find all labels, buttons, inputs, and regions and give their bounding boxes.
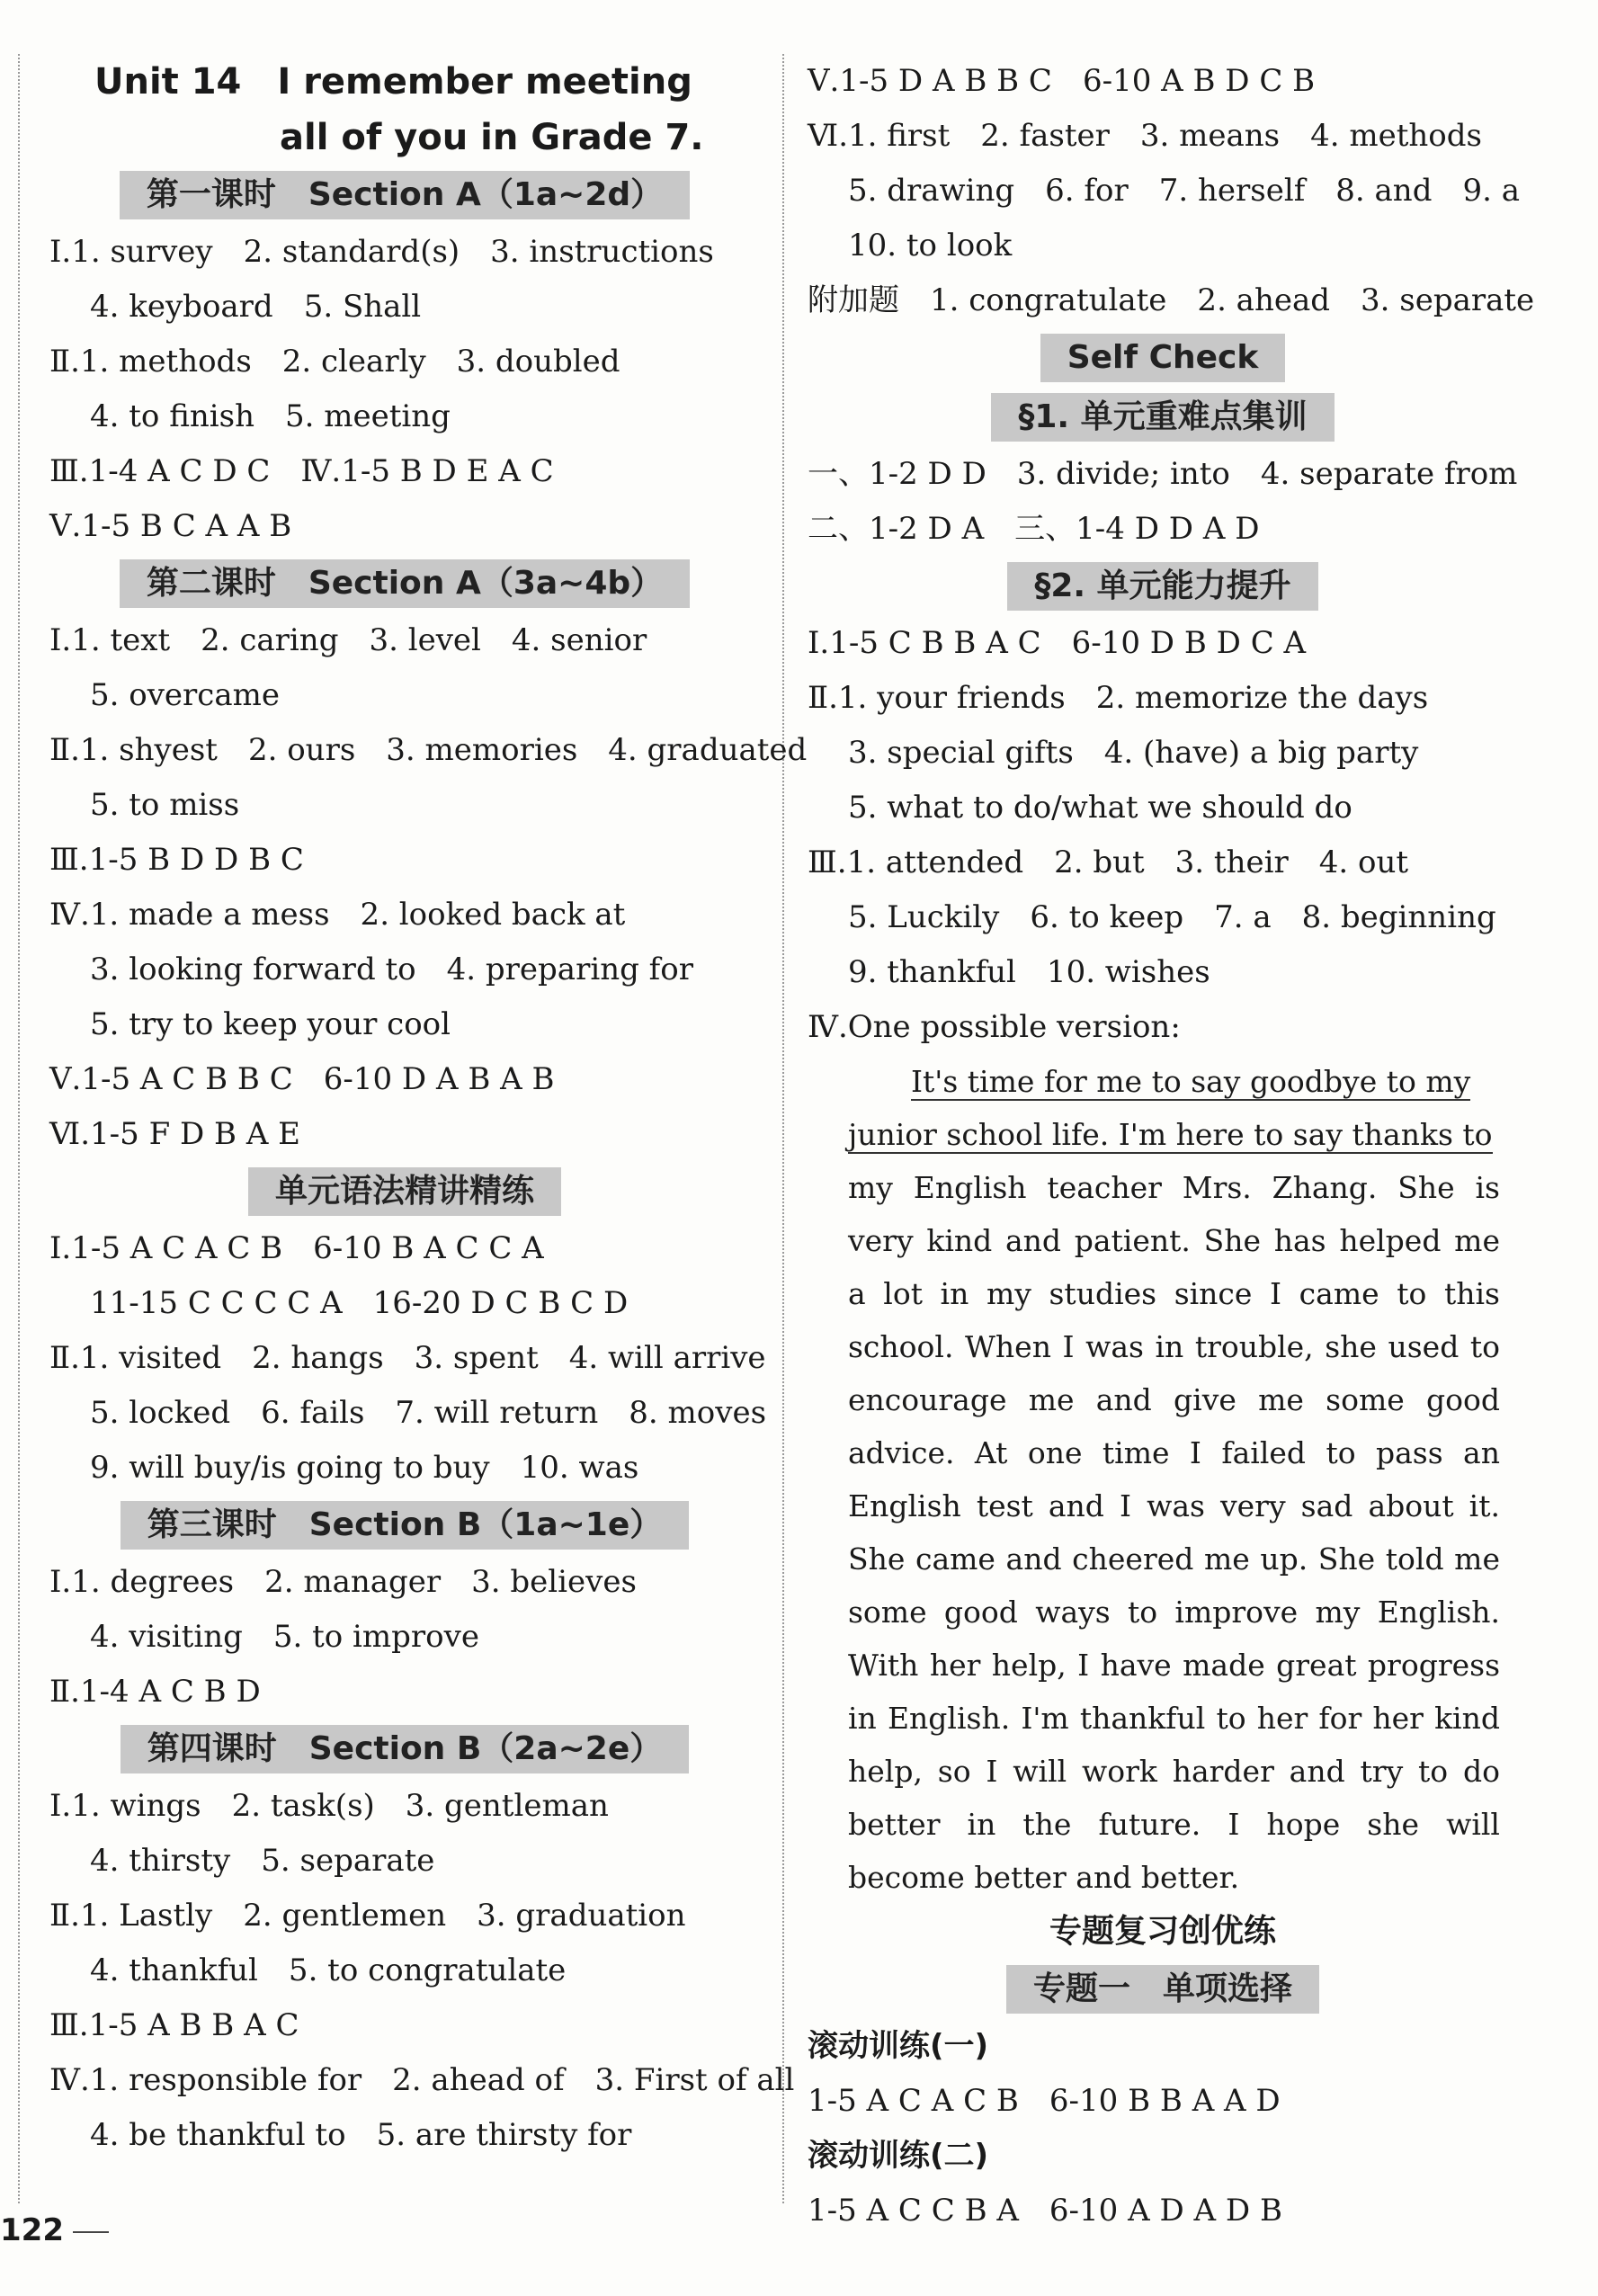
answer-line: Ⅴ.1-5 D A B B C 6-10 A B D C B — [808, 63, 1316, 99]
answer-line: 11-15 C C C C A 16-20 D C B C D — [90, 1285, 629, 1321]
answer-line: Ⅱ.1. visited 2. hangs 3. spent 4. will arrive — [49, 1340, 766, 1376]
answer-line: 二、1-2 D A 三、1-4 D D A D — [808, 511, 1260, 547]
answer-line: Ⅱ.1. your friends 2. memorize the days — [808, 680, 1429, 716]
answer-line: 3. looking forward to 4. preparing for — [90, 951, 693, 987]
essay-line-1: It's time for me to say goodbye to my — [911, 1064, 1471, 1099]
section-2-heading: §2. 单元能力提升 — [1007, 562, 1317, 611]
answer-line: 4. thankful 5. to congratulate — [90, 1952, 567, 1988]
lesson-4-heading: 第四课时 Section B（2a~2e） — [121, 1725, 690, 1773]
unit-number: Unit 14 — [94, 61, 242, 103]
answer-line: Ⅰ.1. wings 2. task(s) 3. gentleman — [49, 1788, 609, 1824]
page-number-text: 122 — [0, 2212, 64, 2248]
left-column — [49, 54, 808, 2163]
answer-line: Ⅵ.1. first 2. faster 3. means 4. methods — [808, 118, 1482, 154]
answer-line: Ⅲ.1-5 B D D B C — [49, 842, 304, 878]
answer-line: 4. thirsty 5. separate — [90, 1843, 435, 1879]
answer-line: 5. what to do/what we should do — [848, 790, 1352, 826]
answer-line: Ⅲ.1-4 A C D C Ⅳ.1-5 B D E A C — [49, 453, 554, 489]
section-1-heading: §1. 单元重难点集训 — [991, 393, 1334, 442]
grammar-heading: 单元语法精讲精练 — [248, 1167, 561, 1216]
topic-1-heading: 专题一 单项选择 — [1006, 1965, 1319, 2014]
sample-essay — [808, 1055, 1518, 1904]
answer-line: 5. overcame — [90, 677, 280, 713]
answer-line: 5. try to keep your cool — [90, 1006, 451, 1042]
roll-training-2-label: 滚动训练(二) — [808, 2138, 989, 2174]
answer-line: 一、1-2 D D 3. divide; into 4. separate from — [808, 456, 1518, 492]
answer-line: 4. to finish 5. meeting — [90, 398, 451, 434]
answer-line: Ⅴ.1-5 A C B B C 6-10 D A B A B — [49, 1061, 555, 1097]
lesson-3-heading: 第三课时 Section B（1a~1e） — [121, 1501, 690, 1550]
unit-title — [94, 54, 760, 110]
answer-line: Ⅴ.1-5 B C A A B — [49, 508, 292, 544]
unit-title-line-2: all of you in Grade 7. — [280, 117, 704, 158]
answer-line: Ⅵ.1-5 F D B A E — [49, 1116, 301, 1152]
roll-training-1-label: 滚动训练(一) — [808, 2028, 989, 2064]
lesson-1-heading: 第一课时 Section A（1a~2d） — [120, 171, 690, 219]
unit-title-line-1: I remember meeting — [277, 61, 692, 103]
answer-line: 4. visiting 5. to improve — [90, 1619, 479, 1655]
answer-line: Ⅲ.1. attended 2. but 3. their 4. out — [808, 844, 1409, 880]
answer-line: Ⅰ.1. degrees 2. manager 3. believes — [49, 1564, 637, 1600]
right-column — [808, 54, 1535, 2238]
answer-line: Ⅰ.1. text 2. caring 3. level 4. senior — [49, 622, 647, 658]
self-check-heading: Self Check — [1040, 334, 1286, 382]
review-title: 专题复习创优练 — [1049, 1913, 1276, 1950]
answer-line: 1-5 A C C B A 6-10 A D A D B — [808, 2193, 1282, 2229]
essay-line-2: junior school life. I'm here to say thanks to — [848, 1117, 1493, 1152]
essay-body: my English teacher Mrs. Zhang. She is very kind and patient. She has helped me a lot in my studies since I came to this school. When I was in trouble, she used to encourage me and give me some good advice. At one time I failed to pass an English test and I was very sad about it. She came and cheered me up. She told me some good ways to improve my English. With her help, I have made great progress in English. I'm thankful to her for her kind help, so I will work harder and try to do better in the future. I hope she will become better and better. — [848, 1170, 1500, 1895]
answer-line: 3. special gifts 4. (have) a big party — [848, 735, 1419, 771]
answer-line: 5. to miss — [90, 787, 240, 823]
answer-line: 9. thankful 10. wishes — [848, 954, 1210, 990]
answer-line: Ⅱ.1. shyest 2. ours 3. memories 4. graduated — [49, 732, 808, 768]
answer-line: Ⅰ.1-5 A C A C B 6-10 B A C C A — [49, 1230, 544, 1266]
answer-line: Ⅱ.1-4 A C B D — [49, 1674, 261, 1710]
answer-line: 5. drawing 6. for 7. herself 8. and 9. a — [848, 173, 1520, 209]
answer-line: 10. to look — [848, 228, 1013, 264]
lesson-2-heading: 第二课时 Section A（3a~4b） — [120, 559, 690, 608]
answer-line: Ⅱ.1. methods 2. clearly 3. doubled — [49, 344, 620, 380]
answer-line: Ⅰ.1-5 C B B A C 6-10 D B D C A — [808, 625, 1307, 661]
answer-line: 5. Luckily 6. to keep 7. a 8. beginning — [848, 899, 1496, 935]
answer-line: Ⅰ.1. survey 2. standard(s) 3. instructions — [49, 234, 714, 270]
answer-line: 4. be thankful to 5. are thirsty for — [90, 2117, 632, 2153]
left-margin-rule — [18, 54, 20, 2203]
answer-line: 4. keyboard 5. Shall — [90, 289, 422, 325]
answer-line: Ⅱ.1. Lastly 2. gentlemen 3. graduation — [49, 1898, 686, 1934]
answer-line: 1-5 A C A C B 6-10 B B A A D — [808, 2083, 1281, 2119]
column-divider — [782, 54, 784, 2203]
answer-line: Ⅳ.1. made a mess 2. looked back at — [49, 897, 626, 933]
bonus-answer-line: 附加题 1. congratulate 2. ahead 3. separate — [808, 282, 1535, 318]
answer-line: Ⅲ.1-5 A B B A C — [49, 2007, 299, 2043]
answer-line: Ⅳ.One possible version: — [808, 1009, 1181, 1045]
answer-line: Ⅳ.1. responsible for 2. ahead of 3. First of all — [49, 2062, 795, 2098]
answer-line: 5. locked 6. fails 7. will return 8. moves — [90, 1395, 767, 1431]
page-number — [0, 2212, 109, 2248]
answer-line: 9. will buy/is going to buy 10. was — [90, 1450, 639, 1486]
